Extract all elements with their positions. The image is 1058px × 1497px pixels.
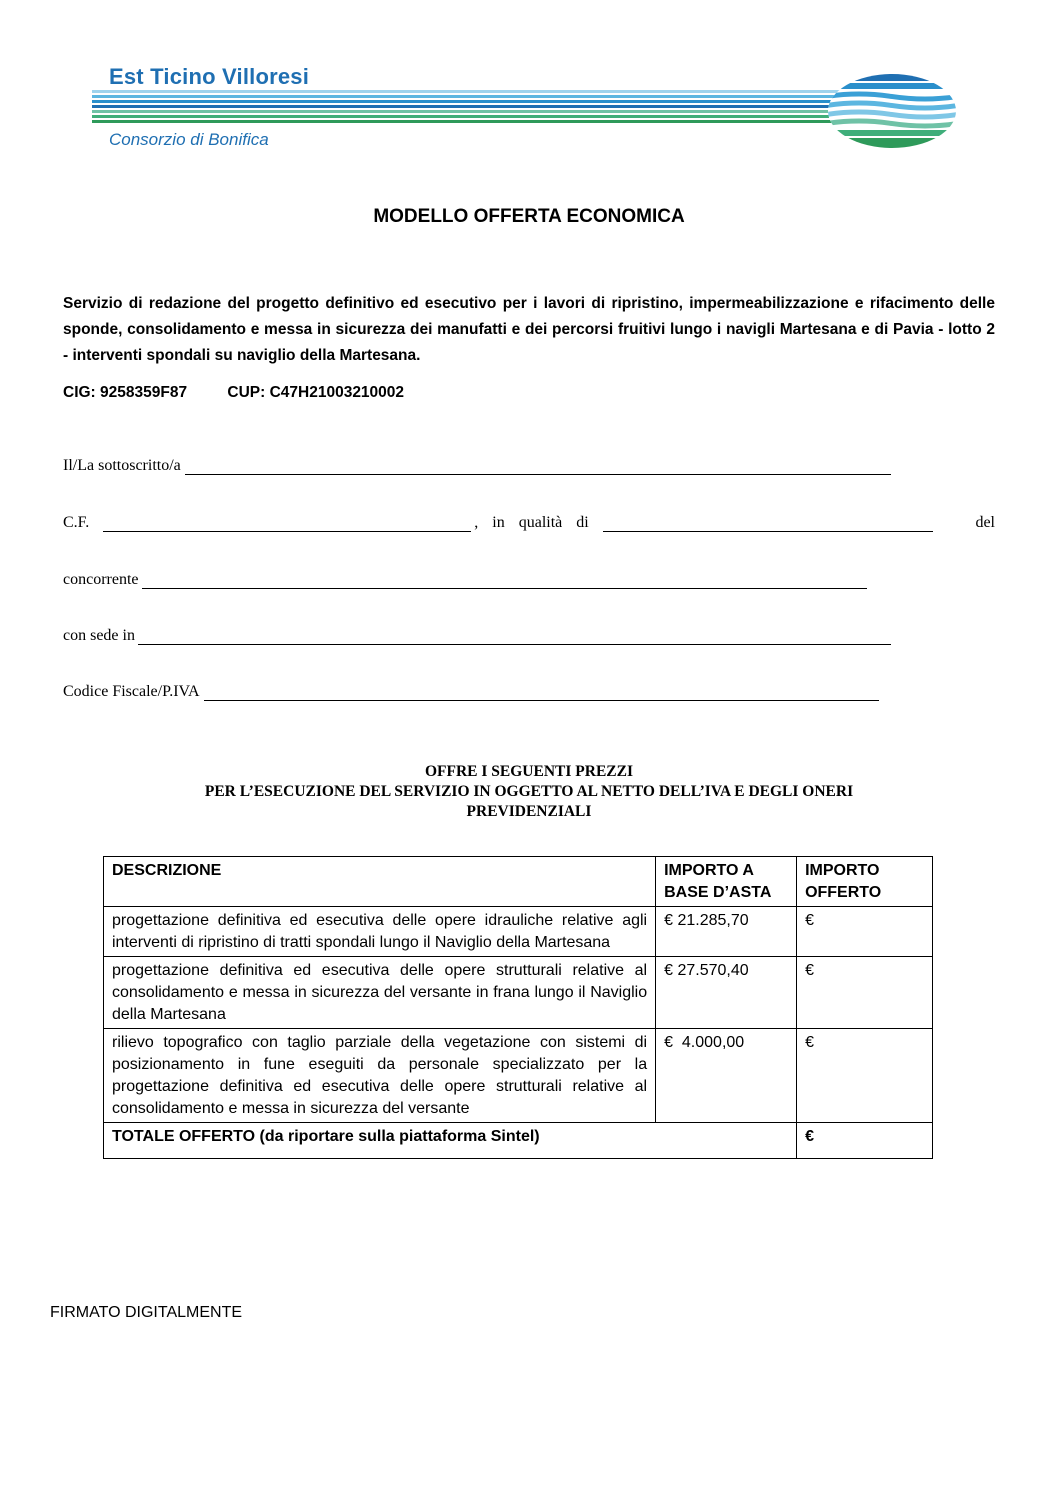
header-importo-base-line-2: BASE D’ASTA: [664, 884, 772, 901]
header-importo-offerto-line-2: OFFERTO: [805, 884, 882, 901]
concorrente-label: concorrente: [63, 571, 139, 588]
qualita-label: , in qualità di: [474, 514, 589, 531]
sottoscritto-label: Il/La sottoscritto/a: [63, 457, 181, 474]
field-concorrente: [63, 571, 867, 589]
row-base-amount: € 27.570,40: [656, 957, 797, 1029]
total-label: TOTALE OFFERTO (da riportare sulla piattaforma Sintel): [104, 1123, 797, 1159]
document-title: MODELLO OFFERTA ECONOMICA: [373, 206, 685, 227]
offer-heading: [63, 762, 995, 822]
cf-label: C.F.: [63, 514, 90, 531]
header-importo-base: [656, 857, 797, 907]
cig-code: CIG: 9258359F87: [63, 384, 188, 401]
header-importo-offerto-line-1: IMPORTO: [805, 862, 880, 879]
del-label: del: [975, 514, 995, 531]
total-value[interactable]: €: [797, 1123, 933, 1159]
header-importo-base-text-1: IMPORTO A: [664, 862, 754, 879]
header-descrizione: DESCRIZIONE: [104, 857, 656, 907]
codice-input-line[interactable]: [204, 684, 879, 701]
letterhead-stripes: [92, 90, 858, 126]
water-waves-logo-icon: [826, 72, 958, 150]
field-codice-fiscale: [63, 683, 879, 701]
prices-table: [103, 856, 933, 1159]
header-importo-base-line-1: [664, 860, 788, 882]
row-base-amount: € 21.285,70: [656, 907, 797, 957]
table-row: [104, 1029, 933, 1123]
organization-subtitle: Consorzio di Bonifica: [109, 130, 269, 149]
qualita-input-line[interactable]: [603, 515, 933, 532]
table-row: [104, 957, 933, 1029]
sede-input-line[interactable]: [138, 628, 891, 645]
field-sede: [63, 627, 891, 645]
row-description: progettazione definitiva ed esecutiva delle opere idrauliche relative agli interventi di ripristino di tratti spondali lungo il Naviglio della Martesana: [104, 907, 656, 957]
organization-name: Est Ticino Villoresi: [109, 64, 310, 89]
codice-label: Codice Fiscale/P.IVA: [63, 683, 200, 700]
row-offered-amount[interactable]: €: [797, 1029, 933, 1123]
row-base-amount: € 4.000,00: [656, 1029, 797, 1123]
field-cf: [63, 514, 995, 532]
concorrente-input-line[interactable]: [142, 572, 867, 589]
header-importo-offerto: [797, 857, 933, 907]
digital-signature-note: FIRMATO DIGITALMENTE: [50, 1304, 243, 1321]
procurement-codes: [63, 384, 440, 402]
row-offered-amount[interactable]: €: [797, 957, 933, 1029]
service-description: Servizio di redazione del progetto definitivo ed esecutivo per i lavori di ripristino, impermeabilizzazione e rifacimento delle sponde, consolidamento e messa in sicurezza dei manufatti e dei percorsi fruitivi lungo i navigli Martesana e di Pavia - lotto 2 - interventi spondali su naviglio della Martesana.: [63, 295, 995, 364]
cup-code: CUP: C47H21003210002: [227, 384, 405, 401]
offer-heading-line-1: OFFRE I SEGUENTI PREZZI: [424, 763, 633, 780]
offer-heading-line-3: PREVIDENZIALI: [466, 803, 592, 820]
cf-input-line[interactable]: [103, 515, 471, 532]
row-description: rilievo topografico con taglio parziale della vegetazione con sistemi di posizionamento in fune eseguiti da personale specializzato per la progettazione definitiva ed esecutiva delle opere strutturali relative al consolidamento e messa in sicurezza del versante: [104, 1029, 656, 1123]
sottoscritto-input-line[interactable]: [185, 458, 891, 475]
sede-label: con sede in: [63, 627, 135, 644]
row-offered-amount[interactable]: €: [797, 907, 933, 957]
table-header-row: [104, 857, 933, 907]
table-total-row: [104, 1123, 933, 1159]
row-description: progettazione definitiva ed esecutiva delle opere strutturali relative al consolidamento e messa in sicurezza del versante in frana lungo il Naviglio della Martesana: [104, 957, 656, 1029]
offer-heading-line-2: PER L’ESECUZIONE DEL SERVIZIO IN OGGETTO AL NETTO DELL’IVA E DEGLI ONERI: [204, 783, 854, 800]
table-row: [104, 907, 933, 957]
field-sottoscritto: [63, 457, 891, 475]
